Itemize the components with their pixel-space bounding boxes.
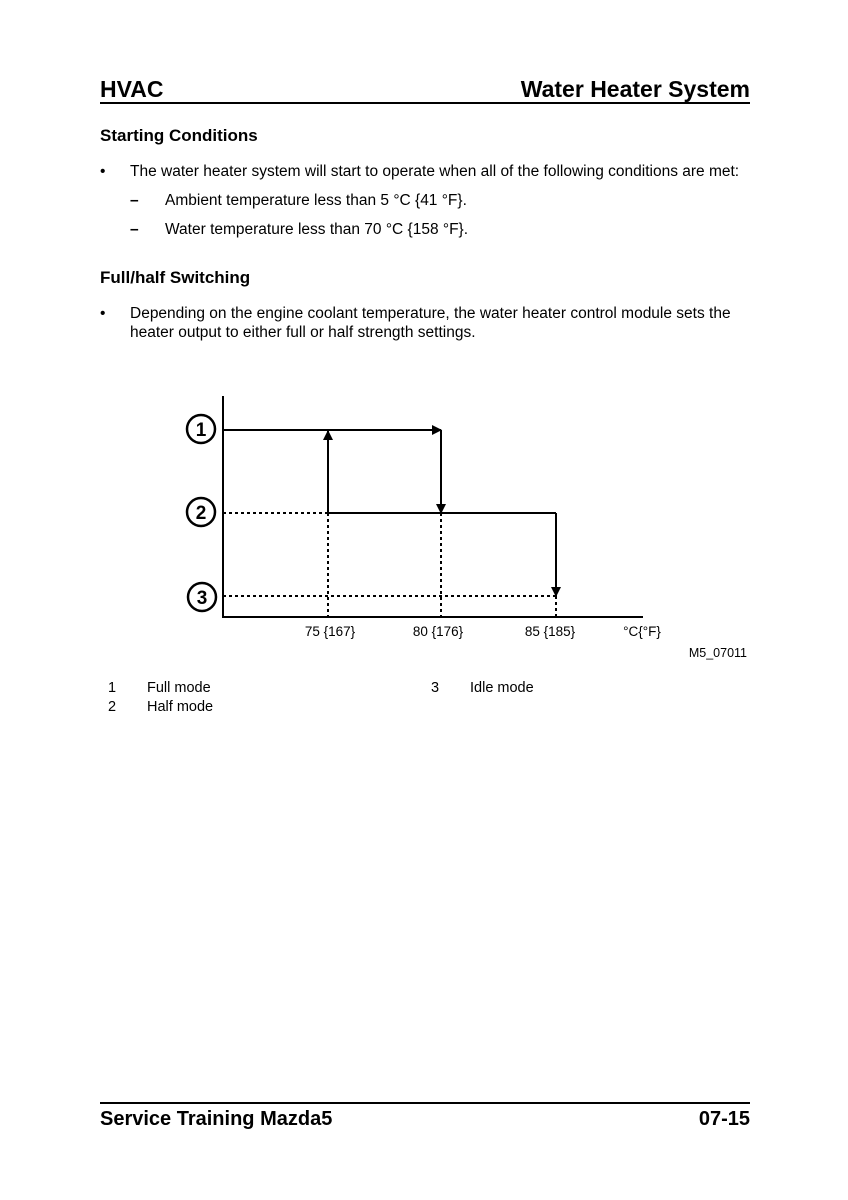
- legend-item: [108, 698, 213, 717]
- condition-text: Water temperature less than 70 °C {158 °F}.: [165, 221, 469, 238]
- bullet-line-1: Depending on the engine coolant temperature, the water heater control module sets the: [130, 305, 731, 322]
- x-axis-unit: °C{°F}: [623, 624, 661, 639]
- x-tick-label: 80 {176}: [412, 624, 464, 639]
- legend-number: 2: [108, 699, 117, 715]
- mode-marker-2: [187, 498, 215, 526]
- legend-number: 1: [108, 680, 117, 696]
- dash-mark: –: [130, 192, 139, 209]
- section-title-starting-conditions: Starting Conditions: [100, 126, 258, 145]
- x-tick-label: 85 {185}: [524, 624, 576, 639]
- legend-number: 3: [431, 680, 440, 696]
- footer-title: Service Training Mazda5: [100, 1108, 333, 1130]
- bullet-text: The water heater system will start to operate when all of the following conditions are met:: [130, 163, 740, 180]
- legend-item: [108, 679, 211, 698]
- legend-label: Full mode: [147, 680, 211, 696]
- x-tick-label: 75 {167}: [304, 624, 356, 639]
- condition-text: Ambient temperature less than 5 °C {41 °F}.: [165, 192, 467, 209]
- mode-marker-1: [187, 415, 215, 443]
- page-number: 07-15: [698, 1108, 750, 1130]
- bullet-dot: •: [100, 305, 106, 322]
- legend-item: [431, 679, 534, 698]
- legend-label: Idle mode: [470, 680, 534, 696]
- header-title: Water Heater System: [520, 76, 750, 102]
- mode-label: 1: [195, 420, 207, 441]
- header-section: HVAC: [100, 76, 164, 102]
- bullet-dot: •: [100, 163, 106, 180]
- mode-marker-3: [188, 583, 216, 611]
- bullet-line-2: heater output to either full or half strength settings.: [130, 324, 476, 341]
- mode-label: 3: [196, 588, 208, 609]
- section-title-full-half-switching: Full/half Switching: [100, 268, 251, 287]
- figure-id: M5_07011: [688, 646, 747, 660]
- page-footer: [100, 1102, 750, 1132]
- legend-label: Half mode: [147, 699, 214, 715]
- mode-label: 2: [195, 503, 207, 524]
- dash-mark: –: [130, 221, 139, 238]
